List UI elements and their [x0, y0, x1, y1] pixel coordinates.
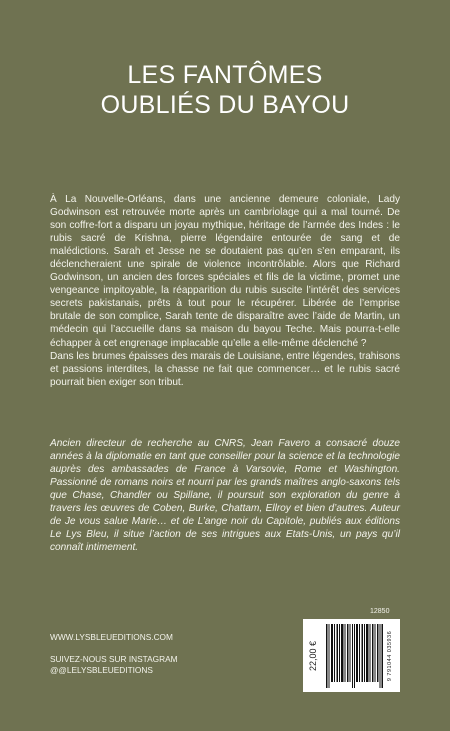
- synopsis-paragraph-1: À La Nouvelle-Orléans, dans une ancienne demeure coloniale, Lady Godwinson est retrouvée morte après un cambriolage qui a mal tourné. De son coffre-fort a disparu un joyau mythique, héritage de l’armée des Indes : le rubis sacré de Krishna, pierre légendaire entourée de sang et de malédictions. Sarah et Jesse ne se doutaient pas qu’en s’en emparant, ils déclencheraient une spirale de violence incontrôlable. Alors que Richard Godwinson, un ancien des forces spéciales et fils de la victime, promet une vengeance impitoyable, la réapparition du rubis suscite l’intérêt des services secrets pakistanais, prêts à tout pour le récupérer. Libérée de l’emprise brutale de son complice, Sarah tente de disparaître avec l’aide de Martin, un médecin qui l’accueille dans sa maison du bayou Teche. Mais pourra-t-elle échapper à cet engrenage implacable qu’elle a elle-même déclenché ?: [50, 194, 400, 349]
- instagram-handle[interactable]: @@LELYSBLEUEDITIONS: [50, 665, 153, 675]
- isbn-label: [383, 619, 397, 692]
- book-title-line-1: LES FANTÔMES: [127, 61, 323, 89]
- barcode-icon: [325, 624, 383, 688]
- author-bio: [50, 437, 400, 554]
- website-link[interactable]: WWW.LYSBLEUEDITIONS.COM: [50, 632, 173, 642]
- isbn-text: 9 791044 035936: [387, 630, 394, 681]
- barcode-block: [303, 619, 400, 692]
- price-text: 22,00 €: [308, 640, 318, 671]
- synopsis: [50, 193, 400, 389]
- author-bio-text: Ancien directeur de recherche au CNRS, Jean Favero a consacré douze années à la diplomatie en tant que conseiller pour la science et la technologie auprès des ambassades de France à Varsovie, Rome et Washington. Passionné de romans noirs et nourri par les grands maîtres anglo-saxons tels que Chase, Chandler ou Spillane, il poursuit son exploration du genre à travers les œuvres de Coben, Burke, Chattam, Ellroy et bien d’autres. Auteur de Je vous salue Marie… et de L’ange noir du Capitole, publiés aux éditions Le Lys Bleu, il situe l’action de ses intrigues aux Etats-Unis, un pays qu’il connaît intimement.: [50, 438, 400, 554]
- synopsis-paragraph-2: Dans les brumes épaisses des marais de Louisiane, entre légendes, trahisons et passions interdites, la chasse ne fait que commencer… et le rubis sacré pourrait bien exiger son tribut.: [50, 350, 400, 388]
- publisher-contact: [50, 632, 178, 676]
- book-title-line-2: OUBLIÉS DU BAYOU: [100, 91, 350, 119]
- instagram-label: SUIVEZ-NOUS SUR INSTAGRAM: [50, 654, 178, 664]
- book-title: [0, 60, 450, 120]
- price-label: [303, 619, 323, 692]
- catalog-code: 12850: [370, 608, 390, 615]
